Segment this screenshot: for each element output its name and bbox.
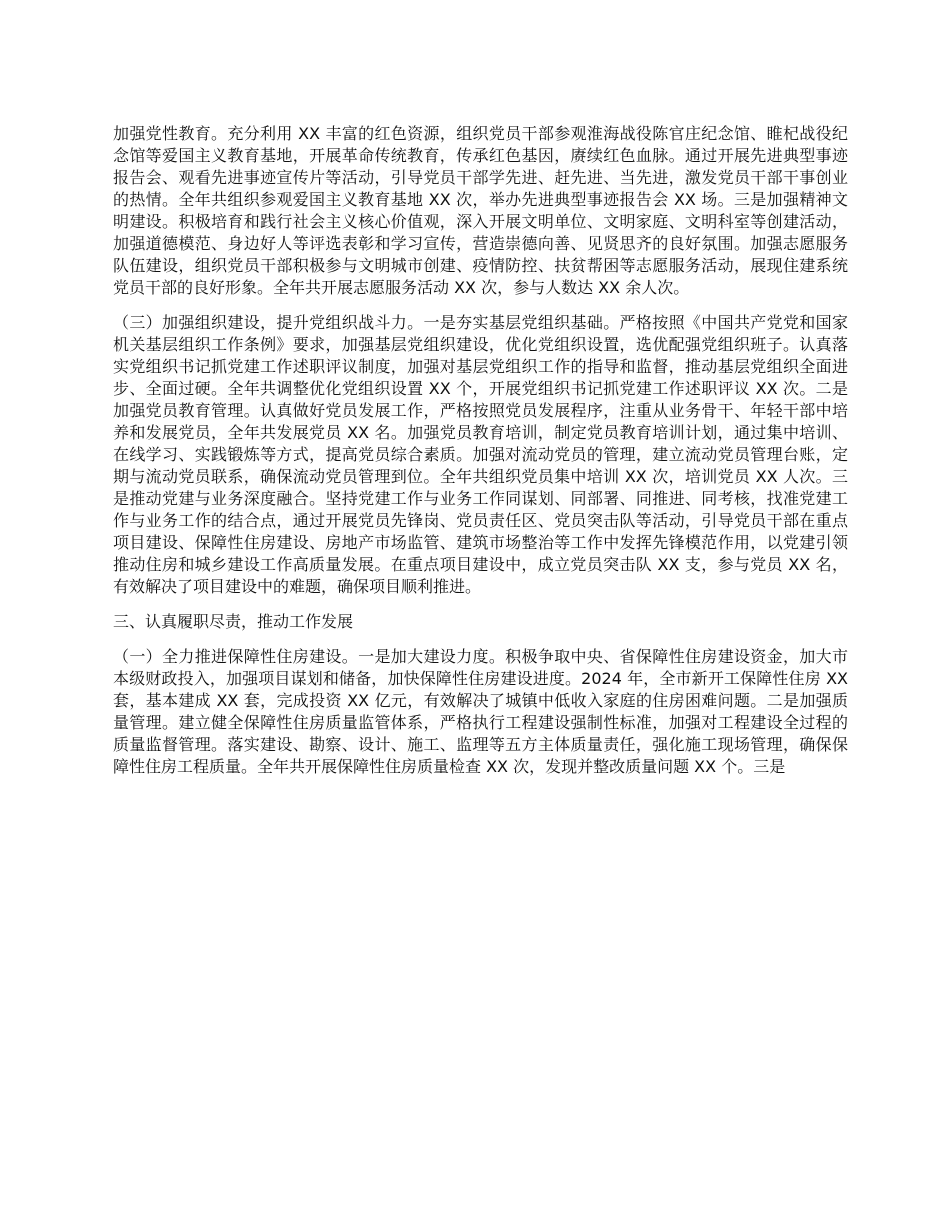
paragraph-party-education: 加强党性教育。充分利用 XX 丰富的红色资源，组织党员干部参观淮海战役陈官庄纪念馆、睢杞战役纪念馆等爱国主义教育基地，开展革命传统教育，传承红色基因，赓续红色血脉。通过开展先进典型事迹报告会、观看先进事迹宣传片等活动，引导党员干部学先进、赶先进、当先进，激发党员干部干事创业的热情。全年共组织参观爱国主义教育基地 XX 次，举办先进典型事迹报告会 XX 场。三是加强精神文明建设。积极培育和践行社会主义核心价值观，深入开展文明单位、文明家庭、文明科室等创建活动，加强道德模范、身边好人等评选表彰和学习宣传，营造崇德向善、见贤思齐的良好氛围。加强志愿服务队伍建设，组织党员干部积极参与文明城市创建、疫情防控、扶贫帮困等志愿服务活动，展现住建系统党员干部的良好形象。全年共开展志愿服务活动 XX 次，参与人数达 XX 余人次。 — [113, 124, 848, 297]
section-heading-duties: 三、认真履职尽责，推动工作发展 — [113, 612, 354, 631]
paragraph-organization-building: （三）加强组织建设，提升党组织战斗力。一是夯实基层党组织基础。严格按照《中国共产党党和国家机关基层组织工作条例》要求，加强基层党组织建设，优化党组织设置，选优配强党组织班子。认真落实党组织书记抓党建工作述职评议制度，加强对基层党组织工作的指导和监督，推动基层党组织全面进步、全面过硬。全年共调整优化党组织设置 XX 个，开展党组织书记抓党建工作述职评议 XX 次。二是加强党员教育管理。认真做好党员发展工作，严格按照党员发展程序，注重从业务骨干、年轻干部中培养和发展党员，全年共发展党员 XX 名。加强党员教育培训，制定党员教育培训计划，通过集中培训、在线学习、实践锻炼等方式，提高党员综合素质。加强对流动党员的管理，建立流动党员管理台账，定期与流动党员联系，确保流动党员管理到位。全年共组织党员集中培训 XX 次，培训党员 XX 人次。三是推动党建与业务深度融合。坚持党建工作与业务工作同谋划、同部署、同推进、同考核，找准党建工作与业务工作的结合点，通过开展党员先锋岗、党员责任区、党员突击队等活动，引导党员干部在重点项目建设、保障性住房建设、房地产市场监管、建筑市场整治等工作中发挥先锋模范作用，以党建引领推动住房和城乡建设工作高质量发展。在重点项目建设中，成立党员突击队 XX 支，参与党员 XX 名，有效解决了项目建设中的难题，确保项目顺利推进。 — [113, 313, 848, 596]
paragraph-affordable-housing: （一）全力推进保障性住房建设。一是加大建设力度。积极争取中央、省保障性住房建设资金，加大市本级财政投入，加强项目谋划和储备，加快保障性住房建设进度。2024 年，全市新开工保障性住房 XX 套，基本建成 XX 套，完成投资 XX 亿元，有效解决了城镇中低收入家庭的住房困难问题。二是加强质量管理。建立健全保障性住房质量监管体系，严格执行工程建设强制性标准，加强对工程建设全过程的质量监督管理。落实建设、勘察、设计、施工、监理等五方主体质量责任，强化施工现场管理，确保保障性住房工程质量。全年共开展保障性住房质量检查 XX 次，发现并整改质量问题 XX 个。三是 — [113, 647, 848, 776]
document-body — [113, 123, 848, 778]
